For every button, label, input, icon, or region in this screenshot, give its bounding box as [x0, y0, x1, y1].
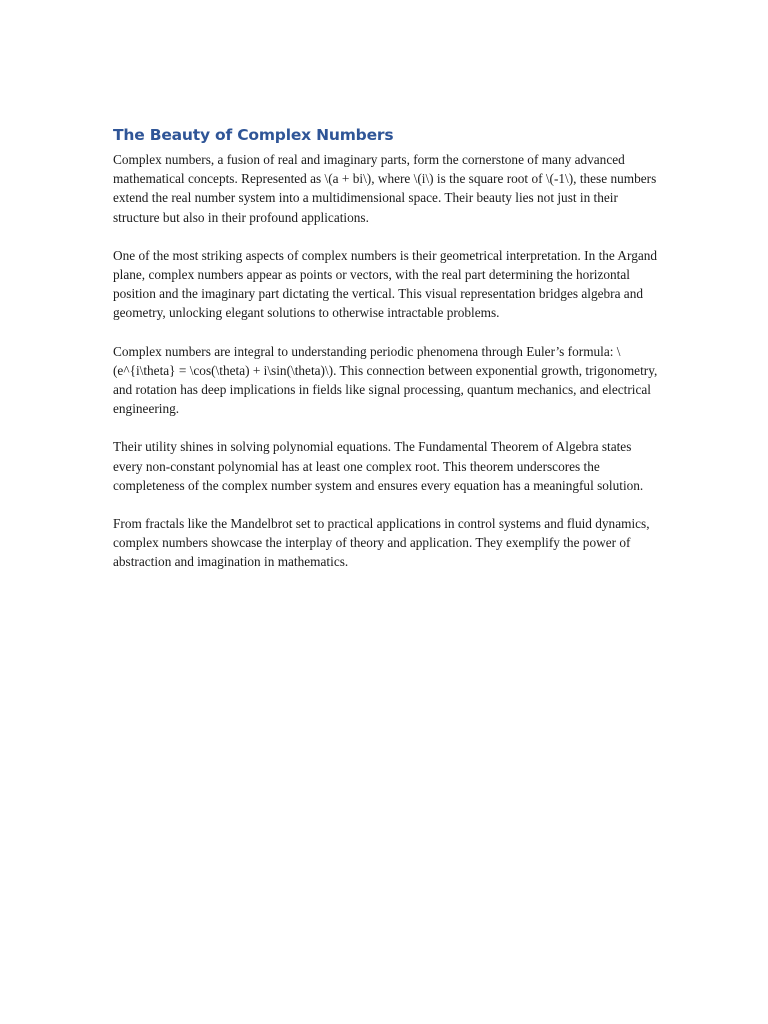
- paragraph-applications: From fractals like the Mandelbrot set to practical applications in control systems and fluid dynamics, complex numbers showcase the interplay of theory and application. They exemplify the power of abstraction and imagination in mathematics.: [113, 516, 650, 570]
- document-body: [113, 124, 658, 591]
- paragraph-intro: Complex numbers, a fusion of real and imaginary parts, form the cornerstone of many advanced mathematical concepts. Represented as \(a + bi\), where \(i\) is the square root of \(-1\), these numbers extend the real number system into a multidimensional space. Their beauty lies not just in their structure but also in their profound applications.: [113, 152, 657, 225]
- paragraph-polynomials: Their utility shines in solving polynomial equations. The Fundamental Theorem of Algebra states every non-constant polynomial has at least one complex root. This theorem underscores the completeness of the complex number system and ensures every equation has a meaningful solution.: [113, 439, 644, 493]
- document-title: The Beauty of Complex Numbers: [113, 126, 394, 144]
- paragraph-geometry: One of the most striking aspects of complex numbers is their geometrical interpretation. In the Argand plane, complex numbers appear as points or vectors, with the real part determining the horizontal position and the imaginary part dictating the vertical. This visual representation bridges algebra and geometry, unlocking elegant solutions to otherwise intractable problems.: [113, 247, 658, 321]
- paragraph-euler: Complex numbers are integral to understanding periodic phenomena through Euler’s formula: \(e^{i\theta} = \cos(\theta) + i\sin(\theta)\). This connection between exponential growth, trigonometry, and rotation has deep implications in fields like signal processing, quantum mechanics, and electrical engineering.: [113, 343, 658, 417]
